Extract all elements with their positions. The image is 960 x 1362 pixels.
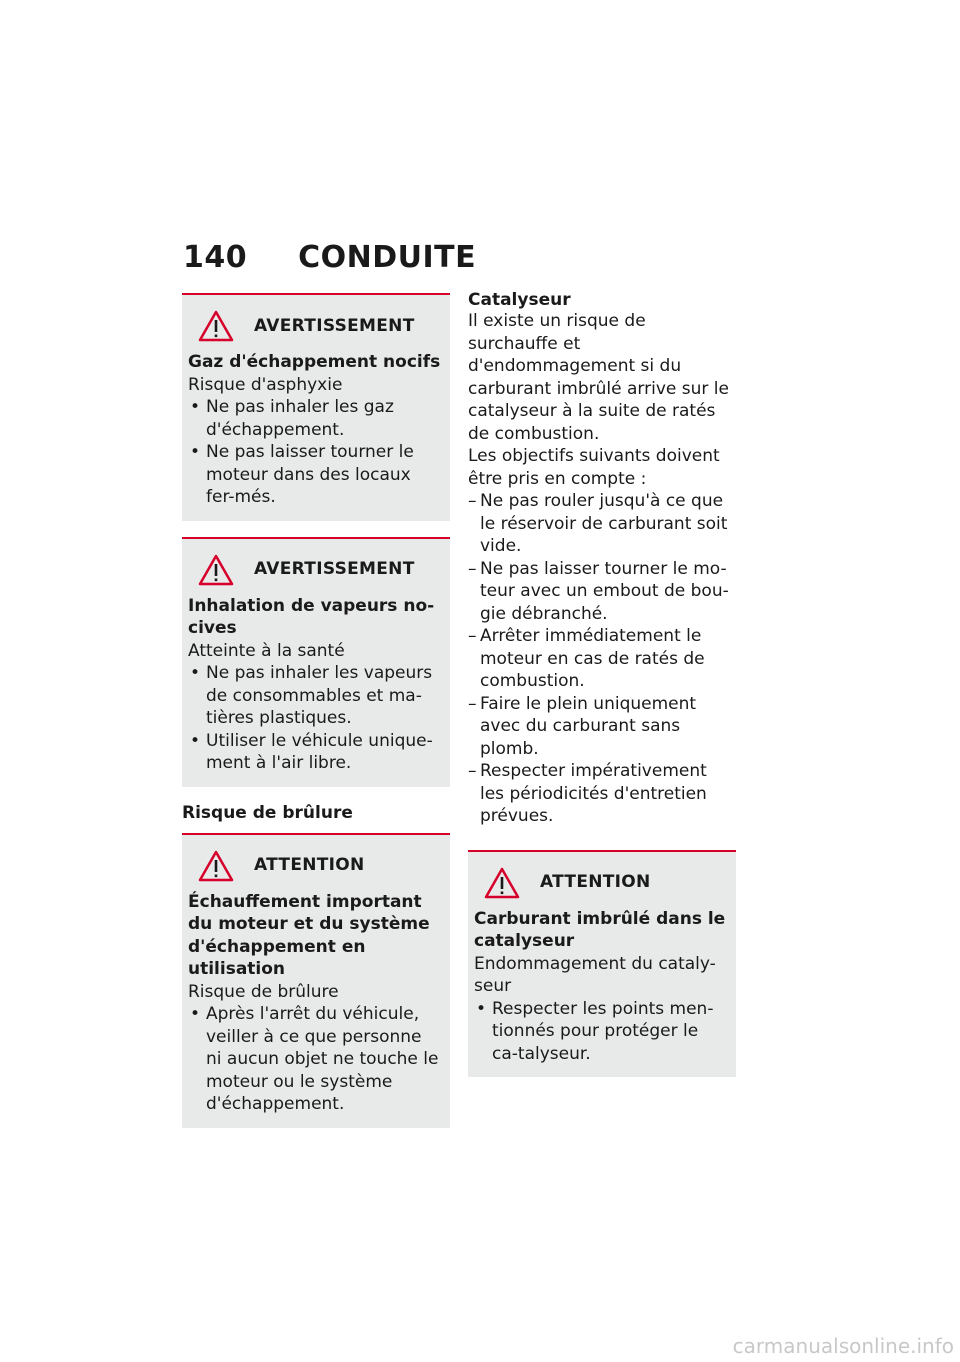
warning-label: AVERTISSEMENT — [254, 559, 415, 580]
paragraph: Les objectifs suivants doivent être pris en compte : — [468, 446, 720, 489]
attention-risk: Endommagement du cataly-seur — [474, 953, 716, 996]
page-header — [183, 240, 476, 275]
warning-subtitle: Gaz d'échappement nocifs — [188, 352, 441, 372]
warning-bullets — [188, 662, 442, 775]
warning-risk: Atteinte à la santé — [188, 640, 345, 661]
objectives-list — [468, 490, 736, 828]
right-column — [468, 290, 736, 1093]
attention-risk: Risque de brûlure — [188, 981, 339, 1002]
list-item: • Après l'arrêt du véhicule, veiller à ce que personne ni aucun objet ne touche le moteur ou le système d'échappement. — [188, 1003, 442, 1116]
list-item: • Utiliser le véhicule unique-ment à l'air libre. — [188, 730, 442, 775]
warning-box-exhaust — [182, 293, 450, 521]
attention-subtitle: Carburant imbrûlé dans le catalyseur — [474, 908, 726, 951]
attention-box-catalyst — [468, 850, 736, 1078]
left-column — [182, 293, 450, 1144]
warning-box-vapours — [182, 537, 450, 787]
warning-label: AVERTISSEMENT — [254, 315, 415, 336]
list-item: – Arrêter immédiatement le moteur en cas de ratés de combustion. — [468, 625, 736, 693]
paragraph: Il existe un risque de surchauffe et d'endommagement si du carburant imbrûlé arrive sur le catalyseur à la suite de ratés de combustion. — [468, 311, 729, 444]
page-number: 140 — [183, 240, 248, 275]
list-item: – Faire le plein uniquement avec du carburant sans plomb. — [468, 693, 736, 761]
list-item: • Ne pas laisser tourner le moteur dans des locaux fer-més. — [188, 441, 442, 509]
list-item: – Ne pas laisser tourner le mo-teur avec un embout de bou-gie débranché. — [468, 558, 736, 626]
list-item: – Ne pas rouler jusqu'à ce que le réservoir de carburant soit vide. — [468, 490, 736, 558]
section-title-catalyst: Catalyseur — [468, 290, 571, 310]
attention-subtitle: Échauffement important du moteur et du système d'échappement en utilisation — [188, 891, 430, 979]
list-item: • Respecter les points men-tionnés pour protéger le ca-talyseur. — [474, 998, 728, 1066]
list-item: – Respecter impérativement les périodicités d'entretien prévues. — [468, 760, 736, 828]
list-item: • Ne pas inhaler les vapeurs de consommables et ma-tières plastiques. — [188, 662, 442, 730]
warning-triangle-icon — [198, 850, 234, 882]
warning-triangle-icon — [198, 554, 234, 586]
warning-triangle-icon — [198, 310, 234, 342]
attention-bullets — [474, 998, 728, 1066]
section-title-burn-risk: Risque de brûlure — [182, 802, 353, 823]
page-title: CONDUITE — [298, 240, 477, 275]
attention-label: ATTENTION — [254, 855, 365, 876]
attention-label: ATTENTION — [540, 872, 651, 893]
list-item: • Ne pas inhaler les gaz d'échappement. — [188, 396, 442, 441]
watermark: carmanualsonline.info — [732, 1334, 954, 1358]
warning-risk: Risque d'asphyxie — [188, 374, 343, 395]
warning-bullets — [188, 396, 442, 509]
attention-box-heat — [182, 833, 450, 1128]
attention-bullets — [188, 1003, 442, 1116]
warning-triangle-icon — [484, 867, 520, 899]
warning-subtitle: Inhalation de vapeurs no-cives — [188, 595, 435, 638]
